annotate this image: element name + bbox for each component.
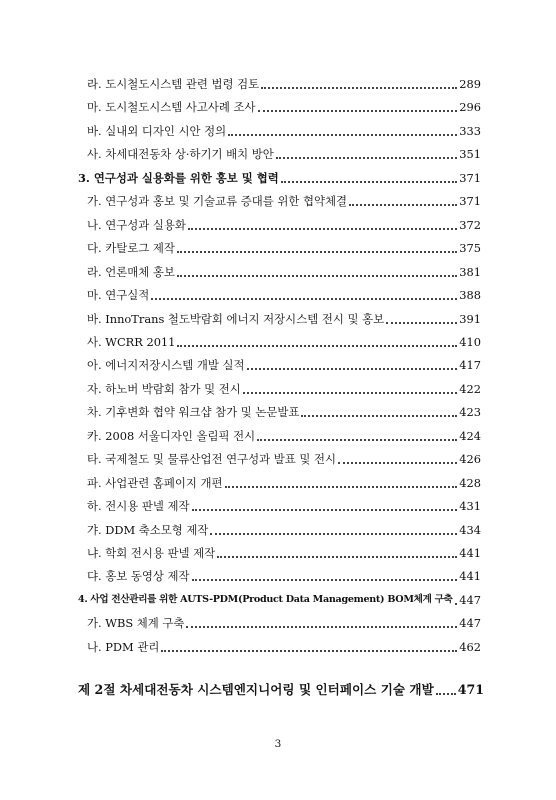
toc-entry-page: 462 xyxy=(459,639,481,654)
toc-entry-label: 마. 도시철도시스템 사고사례 조사 xyxy=(87,100,256,115)
toc-entry-page: 434 xyxy=(459,522,481,537)
toc-entry-page: 351 xyxy=(459,147,481,162)
toc-entry[interactable] xyxy=(0,543,556,563)
dot-leader xyxy=(228,134,457,136)
toc-entry[interactable] xyxy=(0,426,556,446)
toc-entry[interactable] xyxy=(0,332,556,352)
toc-entry-page: 441 xyxy=(459,546,481,560)
toc-entry-page: 375 xyxy=(459,241,481,256)
toc-entry-page: 426 xyxy=(459,452,481,467)
dot-leader xyxy=(386,322,457,324)
toc-entry-label: 차. 기후변화 협약 워크샵 참가 및 논문발표 xyxy=(87,405,300,420)
dot-leader xyxy=(177,251,457,253)
dot-leader xyxy=(247,368,458,370)
toc-entry[interactable] xyxy=(0,309,556,329)
toc-entry-page: 441 xyxy=(459,569,481,584)
dot-leader xyxy=(192,579,458,581)
toc-entry[interactable] xyxy=(0,566,556,586)
toc-entry-label: 나. 연구성과 실용화 xyxy=(87,217,186,232)
toc-entry-label: 바. InnoTrans 철도박람회 에너지 저장시스템 전시 및 홍보 xyxy=(87,311,385,326)
dot-leader xyxy=(177,275,457,277)
toc-entry-label: 4. 사업 전산관리를 위한 AUTS-PDM(Product Data Management) BOM체계 구축 xyxy=(78,593,453,605)
toc-entry[interactable] xyxy=(0,402,556,422)
page-number: 3 xyxy=(274,738,282,750)
toc-entry[interactable] xyxy=(0,238,556,258)
toc-entry-page: 447 xyxy=(459,616,481,631)
toc-entry[interactable] xyxy=(0,520,556,540)
toc-entry-page: 410 xyxy=(459,334,481,349)
toc-entry-label: 다. 카탈로그 제작 xyxy=(87,241,175,256)
chapter-page: 471 xyxy=(457,682,484,697)
toc-entry[interactable] xyxy=(0,191,556,211)
toc-entry-label: 라. 도시철도시스템 관련 법령 검토 xyxy=(87,77,260,91)
toc-entry[interactable] xyxy=(0,379,556,399)
dot-leader xyxy=(257,439,457,441)
toc-entry-page: 371 xyxy=(459,170,481,185)
toc-entry[interactable] xyxy=(0,285,556,305)
dot-leader xyxy=(161,650,457,652)
toc-entry[interactable] xyxy=(0,473,556,493)
dot-leader xyxy=(338,462,457,464)
toc-entry[interactable] xyxy=(0,449,556,469)
toc-entry[interactable] xyxy=(0,74,556,94)
toc-entry-label: 자. 하노버 박람회 참가 및 전시 xyxy=(87,381,241,396)
toc-entry[interactable] xyxy=(0,613,556,633)
toc-entry-label: 가. 연구성과 홍보 및 기술교류 증대를 위한 협약체결 xyxy=(87,194,348,209)
toc-entry-page: 296 xyxy=(459,100,481,115)
toc-entry-page: 391 xyxy=(459,311,481,326)
toc-entry-label: 아. 에너지저장시스템 개발 실적 xyxy=(87,358,245,373)
toc-entry-label: 갸. DDM 축소모형 제작 xyxy=(87,522,209,537)
dot-leader xyxy=(243,392,457,394)
toc-entry-page: 381 xyxy=(459,264,481,279)
dot-leader xyxy=(188,228,457,230)
toc-entry[interactable] xyxy=(0,97,556,117)
dot-leader xyxy=(192,509,458,511)
dot-leader xyxy=(225,486,458,488)
toc-entry[interactable] xyxy=(0,215,556,235)
dot-leader xyxy=(186,626,457,628)
toc-entry-page: 371 xyxy=(459,194,481,209)
chapter-entry[interactable] xyxy=(0,680,556,700)
toc-entry-page: 424 xyxy=(459,428,481,443)
toc-entry-label: 3. 연구성과 실용화를 위한 홍보 및 협력 xyxy=(78,170,279,185)
dot-leader xyxy=(210,533,457,535)
toc-entry-label: 가. WBS 체계 구축 xyxy=(87,616,185,631)
toc-entry-page: 417 xyxy=(459,358,481,373)
toc-entry-page: 447 xyxy=(459,592,481,607)
dot-leader xyxy=(281,181,458,183)
toc-entry-page: 289 xyxy=(459,77,481,91)
toc-entry[interactable] xyxy=(0,496,556,516)
toc-entry-label: 댜. 홍보 동영상 제작 xyxy=(87,569,190,584)
toc-entry-label: 라. 언론매체 홍보 xyxy=(87,264,175,279)
dot-leader xyxy=(436,693,456,695)
toc-entry-label: 마. 연구실적 xyxy=(87,288,150,303)
toc-section-entry[interactable] xyxy=(0,168,556,188)
dot-leader xyxy=(261,87,457,89)
dot-leader xyxy=(301,415,457,417)
toc-entry-page: 428 xyxy=(459,475,481,490)
toc-entry-label: 하. 전시용 판넬 제작 xyxy=(87,499,190,514)
toc-entry-label: 사. WCRR 2011 xyxy=(87,334,176,349)
toc-entry-label: 바. 실내외 디자인 시안 정의 xyxy=(87,123,227,138)
toc-entry[interactable] xyxy=(0,144,556,164)
toc-entry-page: 333 xyxy=(459,123,481,138)
toc-entry[interactable] xyxy=(0,637,556,657)
dot-leader xyxy=(455,603,458,605)
dot-leader xyxy=(258,110,458,112)
toc-section-entry[interactable] xyxy=(0,590,556,610)
toc-entry[interactable] xyxy=(0,262,556,282)
toc-entry[interactable] xyxy=(0,355,556,375)
toc-entry[interactable] xyxy=(0,121,556,141)
dot-leader xyxy=(349,204,457,206)
toc-entry-page: 372 xyxy=(459,217,481,232)
toc-entry-label: 사. 차세대전동차 상·하기기 배치 방안 xyxy=(87,147,274,162)
toc-entry-label: 냐. 학회 전시용 판넬 제작 xyxy=(87,546,216,560)
toc-entry-page: 431 xyxy=(459,499,481,514)
toc-entry-label: 카. 2008 서울디자인 올림픽 전시 xyxy=(87,428,256,443)
dot-leader xyxy=(217,556,457,558)
toc-entry-label: 나. PDM 관리 xyxy=(87,639,160,654)
chapter-label: 제 2절 차세대전동차 시스템엔지니어링 및 인터페이스 기술 개발 xyxy=(78,682,434,697)
toc-entry-page: 423 xyxy=(459,405,481,420)
dot-leader xyxy=(151,298,457,300)
dot-leader xyxy=(276,157,457,159)
toc-entry-label: 파. 사업관련 홈페이지 개편 xyxy=(87,475,223,490)
dot-leader xyxy=(177,345,457,347)
toc-entry-page: 388 xyxy=(459,288,481,303)
toc-entry-label: 타. 국제철도 및 물류산업전 연구성과 발표 및 전시 xyxy=(87,452,337,467)
toc-entry-page: 422 xyxy=(459,381,481,396)
